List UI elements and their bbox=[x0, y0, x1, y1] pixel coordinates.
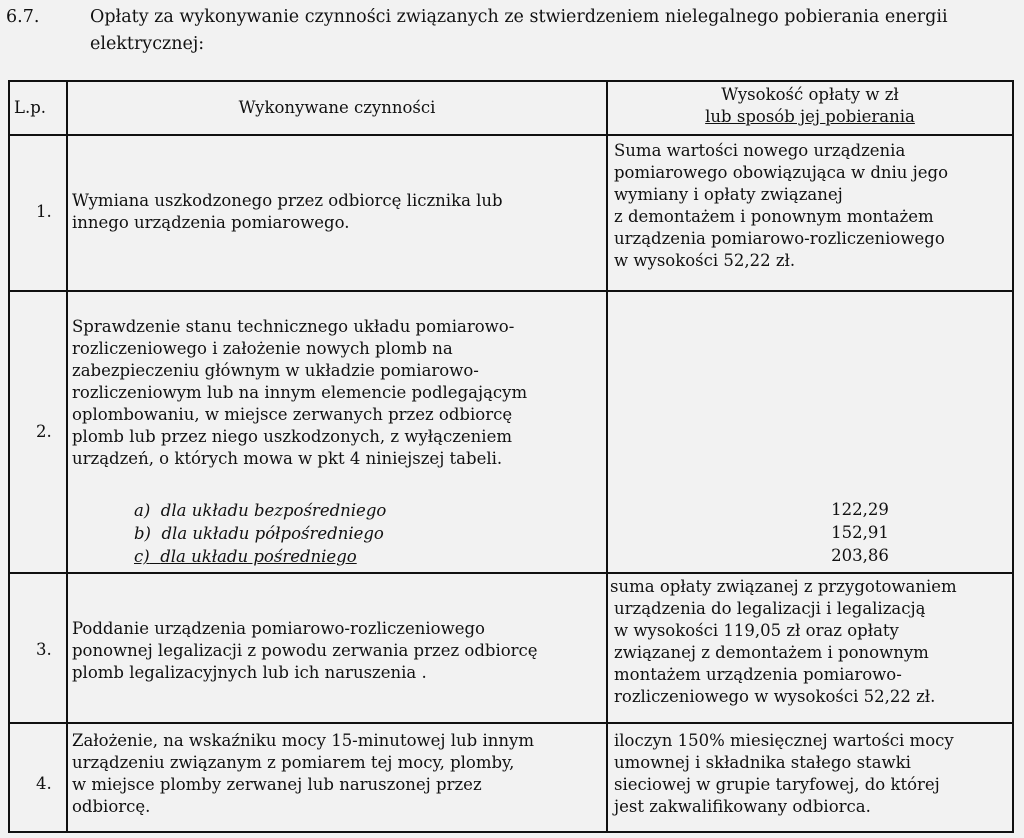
subitem-c: c) dla układu pośredniego bbox=[134, 547, 357, 566]
activity-line: rozliczeniowym lub na innym elemencie podlegającym bbox=[72, 383, 528, 402]
activity-line: innego urządzenia pomiarowego. bbox=[72, 213, 350, 232]
activity-line: rozliczeniowego i założenie nowych plomb na bbox=[72, 339, 453, 358]
activity-line: plomb lub przez niego uszkodzonych, z wyłączeniem bbox=[72, 427, 512, 446]
fee-line: z demontażem i ponownym montażem bbox=[614, 207, 934, 226]
subitem-a: a) dla układu bezpośredniego bbox=[134, 501, 387, 520]
subitem-b-amount: 152,91 bbox=[831, 523, 889, 542]
fee-line: iloczyn 150% miesięcznej wartości mocy bbox=[614, 731, 954, 750]
fee-line: suma opłaty związanej z przygotowaniem bbox=[610, 577, 957, 596]
row-1-lp: 1. bbox=[36, 202, 52, 221]
row-4-fee bbox=[614, 730, 954, 818]
subitem-c-amount: 203,86 bbox=[831, 546, 889, 565]
fee-line: w wysokości 52,22 zł. bbox=[614, 251, 796, 270]
row-4-lp: 4. bbox=[36, 774, 52, 793]
activity-line: w miejsce plomby zerwanej lub naruszonej przez bbox=[72, 775, 482, 794]
fee-line: jest zakwalifikowany odbiorca. bbox=[614, 797, 871, 816]
row-3-fee bbox=[610, 576, 957, 708]
header-activity: Wykonywane czynności bbox=[238, 98, 436, 117]
activity-line: Poddanie urządzenia pomiarowo-rozliczeniowego bbox=[72, 619, 485, 638]
fee-line: Suma wartości nowego urządzenia bbox=[614, 141, 906, 160]
activity-line: Założenie, na wskaźniku mocy 15-minutowej lub innym bbox=[72, 731, 534, 750]
subitem-b: b) dla układu półpośredniego bbox=[134, 524, 384, 543]
section-number: 6.7. bbox=[6, 7, 40, 27]
fee-line: urządzenia do legalizacji i legalizacją bbox=[614, 599, 926, 618]
activity-line: zabezpieczeniu głównym w układzie pomiarowo- bbox=[72, 361, 479, 380]
activity-line: Sprawdzenie stanu technicznego układu pomiarowo- bbox=[72, 317, 515, 336]
activity-line: urządzeń, o których mowa w pkt 4 niniejszej tabeli. bbox=[72, 449, 503, 468]
fee-line: montażem urządzenia pomiarowo- bbox=[614, 665, 902, 684]
fee-line: umownej i składnika stałego stawki bbox=[614, 753, 911, 772]
fee-line: związanej z demontażem i ponownym bbox=[614, 643, 929, 662]
section-title: Opłaty za wykonywanie czynności związanych ze stwierdzeniem nielegalnego pobierania energii elektrycznej: bbox=[90, 7, 948, 54]
row-2-lp: 2. bbox=[36, 422, 52, 441]
fee-line: pomiarowego obowiązująca w dniu jego bbox=[614, 163, 949, 182]
activity-line: odbiorcę. bbox=[72, 797, 151, 816]
fee-line: sieciowej w grupie taryfowej, do której bbox=[614, 775, 940, 794]
header-fee-line1: Wysokość opłaty w zł bbox=[721, 85, 899, 104]
header-fee-line2: lub sposób jej pobierania bbox=[705, 107, 915, 126]
activity-line: plomb legalizacyjnych lub ich naruszenia . bbox=[72, 663, 427, 682]
row-1-activity bbox=[72, 190, 503, 234]
row-2-activity bbox=[72, 316, 527, 470]
header-lp: L.p. bbox=[14, 98, 47, 117]
row-divider bbox=[10, 134, 1012, 136]
row-3-activity bbox=[72, 618, 538, 684]
fee-line: urządzenia pomiarowo-rozliczeniowego bbox=[614, 229, 945, 248]
fee-line: w wysokości 119,05 zł oraz opłaty bbox=[614, 621, 899, 640]
row-4-activity bbox=[72, 730, 534, 818]
row-divider bbox=[10, 572, 1012, 574]
fee-line: wymiany i opłaty związanej bbox=[614, 185, 843, 204]
fees-table bbox=[8, 80, 1014, 833]
row-divider bbox=[10, 722, 1012, 724]
activity-line: oplombowaniu, w miejsce zerwanych przez odbiorcę bbox=[72, 405, 513, 424]
column-divider bbox=[66, 82, 68, 831]
row-1-fee bbox=[614, 140, 948, 272]
activity-line: ponownej legalizacji z powodu zerwania przez odbiorcę bbox=[72, 641, 538, 660]
subitem-a-amount: 122,29 bbox=[831, 500, 889, 519]
activity-line: urządzeniu związanym z pomiarem tej mocy, plomby, bbox=[72, 753, 515, 772]
activity-line: Wymiana uszkodzonego przez odbiorcę licznika lub bbox=[72, 191, 503, 210]
fee-line: rozliczeniowego w wysokości 52,22 zł. bbox=[614, 687, 936, 706]
row-divider bbox=[10, 290, 1012, 292]
column-divider bbox=[606, 82, 608, 831]
row-3-lp: 3. bbox=[36, 640, 52, 659]
